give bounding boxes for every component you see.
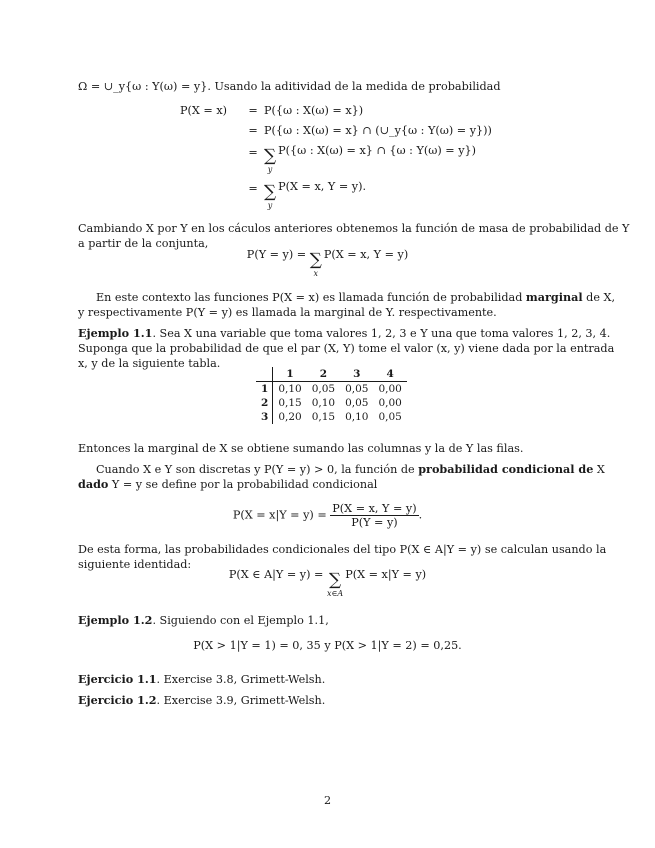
eq-rel: = [248,104,258,117]
table-row [256,396,407,410]
example-equation: P(X > 1|Y = 1) = 0, 35 y P(X > 1|Y = 2) = 0,25. [193,639,462,652]
text-line: y respectivamente P(Y = y) es llamada la marginal de Y. respectivamente. [78,306,497,319]
table-row [256,382,407,397]
row-header: 1 [256,382,273,397]
table-cell: 0,10 [278,383,302,395]
text-line: a partir de la conjunta, [78,237,209,250]
eq-rel: = [248,146,258,159]
table-cell: 0,20 [278,411,302,423]
summation-symbol: ∑ x [309,250,322,278]
exercise-1-2: Ejercicio 1.2. Exercise 3.9, Grimett-Welsh. [78,693,326,707]
equation-row [180,103,500,123]
column-header: 1 [273,367,307,382]
table-cell: 0,05 [345,383,369,395]
table-cell: 0,15 [311,411,336,423]
table-cell: 0,00 [378,383,402,395]
text-line: De esta forma, las probabilidades condicionales del tipo P(X ∈ A|Y = y) se calculan usando la [78,543,607,556]
table-cell: 0,00 [378,397,402,409]
eq-rhs: ∑ y P({ω : X(ω) = x} ∩ {ω : Y(ω) = y}) [264,144,477,174]
eq-rhs: P({ω : X(ω) = x} ∩ (∪_y{ω : Y(ω) = y})) [264,124,492,137]
equation-row [180,179,500,215]
exercise-1-1: Ejercicio 1.1. Exercise 3.8, Grimett-Welsh. [78,672,326,686]
table-cell: 0,05 [345,397,369,409]
eq-lhs: P(X = x) [180,104,228,117]
eq-rel: = [248,182,258,195]
text-line: Cambiando X por Y en los cáculos anteriores obtenemos la función de masa de probabilidad de Y [78,222,630,235]
table-cell: 0,05 [311,383,336,395]
aligned-equation [180,103,500,215]
table-cell: 0,10 [311,397,336,409]
table-row [256,410,407,424]
column-header: 3 [340,367,373,382]
eq-rhs: P({ω : X(ω) = x}) [264,104,364,117]
text-line: En este contexto las funciones P(X = x) es llamada función de probabilidad marginal de X, [96,290,616,304]
text-line: Cuando X e Y son discretas y P(Y = y) > 0, la función de probabilidad condicional de X [96,462,605,476]
eq-rhs: ∑ y P(X = x, Y = y). [264,180,367,210]
page-number: 2 [323,794,332,807]
text-line-omega: Ω = ∪_y{ω : Y(ω) = y}. Usando la aditividad de la medida de probabilidad [78,80,501,93]
column-header: 4 [373,367,406,382]
table-cell: 0,05 [378,411,402,423]
table-header-row [256,367,407,382]
set-probability-equation: P(X ∈ A|Y = y) = ∑ x∈A P(X = x|Y = y) [228,568,427,598]
text-line: x, y de la siguiente tabla. [78,357,221,370]
eq-rel: = [248,124,258,137]
equation-row [180,123,500,143]
marginal-y-equation: P(Y = y) = ∑ x P(X = x, Y = y) [246,248,409,278]
summation-symbol: ∑ y [264,182,277,210]
row-header: 3 [256,410,273,424]
example-1-1: Ejemplo 1.1. Sea X una variable que toma valores 1, 2, 3 e Y una que toma valores 1, 2, 3, 4. [78,326,611,340]
equation-row [180,143,500,179]
table-cell: 0,10 [345,411,369,423]
text-line: dado Y = y se define por la probabilidad condicional [78,477,378,491]
summation-symbol: ∑ x∈A [326,570,344,598]
summation-symbol: ∑ y [264,146,277,174]
example-1-2: Ejemplo 1.2. Siguiendo con el Ejemplo 1.1, [78,613,329,627]
probability-table [256,367,407,424]
column-header: 2 [307,367,340,382]
text-line: Entonces la marginal de X se obtiene sumando las columnas y la de Y las filas. [78,442,524,455]
conditional-probability-equation: P(X = x|Y = y) = $\frac{P(X = x, Y = y)}{P(Y = y)}$ . [232,502,423,529]
text-line: siguiente identidad: [78,558,192,571]
table-corner [256,367,273,382]
fraction: $\frac{P(X = x, Y = y)}{P(Y = y)}$ [332,502,417,529]
text-line: Suponga que la probabilidad de que el par (X, Y) tome el valor (x, y) viene dada por la entrada [78,342,615,355]
table-cell: 0,15 [278,397,302,409]
row-header: 2 [256,396,273,410]
